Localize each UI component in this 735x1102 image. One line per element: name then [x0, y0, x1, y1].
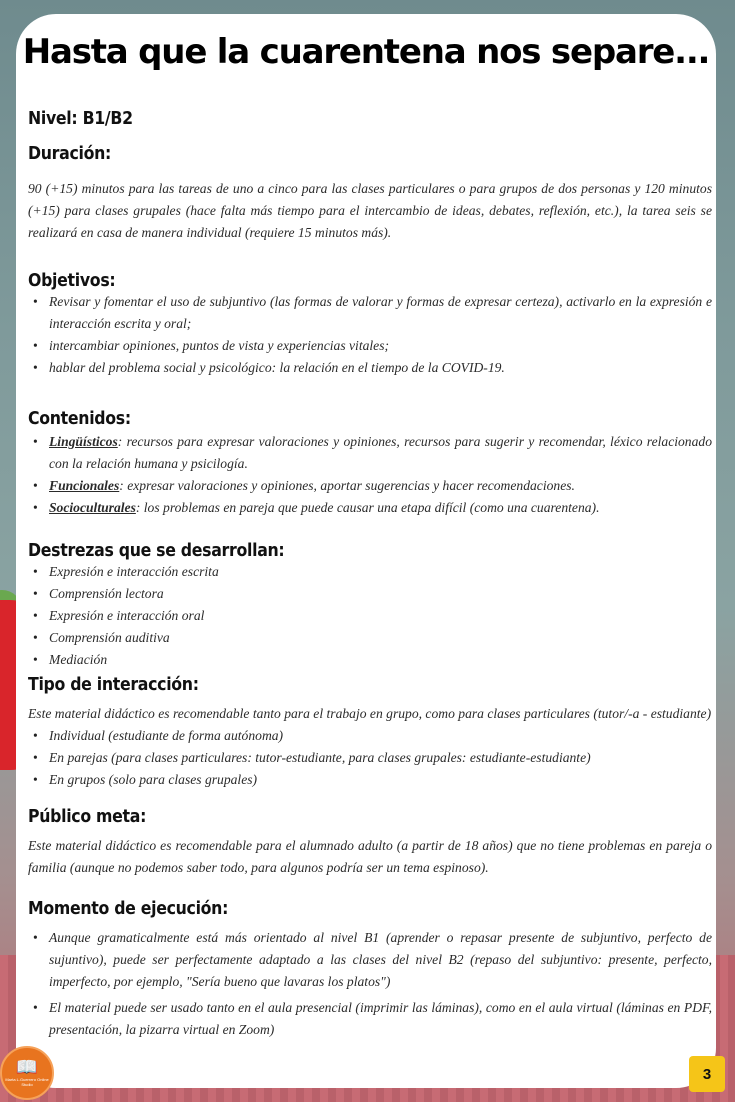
brand-logo [0, 1046, 54, 1100]
document-content [28, 104, 712, 1041]
list-item: • Revisar y fomentar el uso de subjuntivo (las formas de valorar y formas de expresar certeza), activarlo en la expresión e interacción escrita y oral; [28, 291, 712, 335]
objetivos-list [28, 291, 712, 379]
momento-list [28, 927, 712, 1041]
momento-heading: Momento de ejecución: [28, 899, 229, 919]
duracion-text: 90 (+15) minutos para las tareas de uno a cinco para las clases particulares o para grupos de dos personas y 120 minutos (+15) para clases grupales (hace falta más tiempo para el intercambio de ideas, debates, reflexión, etc.), la tarea seis se realizará en casa de manera individual (requiere 15 minutos más). [28, 181, 712, 240]
duracion-heading: Duración: [28, 144, 112, 164]
interaccion-text: Este material didáctico es recomendable tanto para el trabajo en grupo, como para clases particulares (tutor/-a - estudiante) [28, 706, 712, 721]
interaccion-heading: Tipo de interacción: [28, 675, 199, 695]
list-item: • Expresión e interacción escrita [28, 561, 712, 583]
list-item [28, 497, 712, 519]
list-item: • Mediación [28, 649, 712, 671]
list-item [28, 431, 712, 475]
document-card [16, 14, 716, 1088]
publico-heading: Público meta: [28, 807, 147, 827]
list-item-text: : expresar valoraciones y opiniones, aportar sugerencias y hacer recomendaciones. [119, 478, 575, 493]
list-item: • Comprensión lectora [28, 583, 712, 605]
nivel-heading: Nivel: B1/B2 [28, 109, 133, 129]
list-item: • Individual (estudiante de forma autónoma) [28, 725, 712, 747]
destrezas-heading: Destrezas que se desarrollan: [28, 541, 285, 561]
list-item-text: : recursos para expresar valoraciones y opiniones, recursos para sugerir y recomendar, léxico relacionado con la relación humana y psicilogía. [49, 434, 712, 471]
list-item: • Comprensión auditiva [28, 627, 712, 649]
destrezas-list [28, 561, 712, 671]
list-item-text: : los problemas en pareja que puede causar una etapa difícil (como una cuarentena). [135, 500, 600, 515]
list-item: • El material puede ser usado tanto en el aula presencial (imprimir las láminas), como en el aula virtual (láminas en PDF, presentación, la pizarra virtual en Zoom) [28, 997, 712, 1041]
book-icon: 📖 [15, 1057, 39, 1078]
publico-text: Este material didáctico es recomendable para el alumnado adulto (a partir de 18 años) que no tiene problemas en pareja o familia (aunque no podemos saber todo, para algunos podría ser un tema espinoso). [28, 838, 712, 875]
list-item: • Aunque gramaticalmente está más orientado al nivel B1 (aprender o repasar presente de subjuntivo, perfecto de sujuntivo), puede ser perfectamente adaptado a las clases del nivel B2 (repaso del subjuntivo: presente, perfecto, imperfecto, por ejemplo, "Sería bueno que lavaras los platos") [28, 927, 712, 993]
list-item: • Expresión e interacción oral [28, 605, 712, 627]
contenidos-heading: Contenidos: [28, 409, 131, 429]
keyword: Lingüísticos [49, 434, 118, 449]
list-item: • En grupos (solo para clases grupales) [28, 769, 712, 791]
page-number-badge: 3 [689, 1056, 725, 1092]
page-title: Hasta que la cuarentena nos separe... [22, 32, 710, 72]
keyword: Funcionales [49, 478, 120, 493]
logo-text: Marta L.Guerrero Online Studio [5, 1077, 49, 1087]
list-item [28, 475, 712, 497]
list-item: • intercambiar opiniones, puntos de vista y experiencias vitales; [28, 335, 712, 357]
keyword: Socioculturales [49, 500, 136, 515]
list-item: • En parejas (para clases particulares: tutor-estudiante, para clases grupales: estudiante-estudiante) [28, 747, 712, 769]
interaccion-list [28, 725, 712, 791]
list-item: • hablar del problema social y psicológico: la relación en el tiempo de la COVID-19. [28, 357, 712, 379]
objetivos-heading: Objetivos: [28, 271, 116, 291]
contenidos-list [28, 431, 712, 519]
